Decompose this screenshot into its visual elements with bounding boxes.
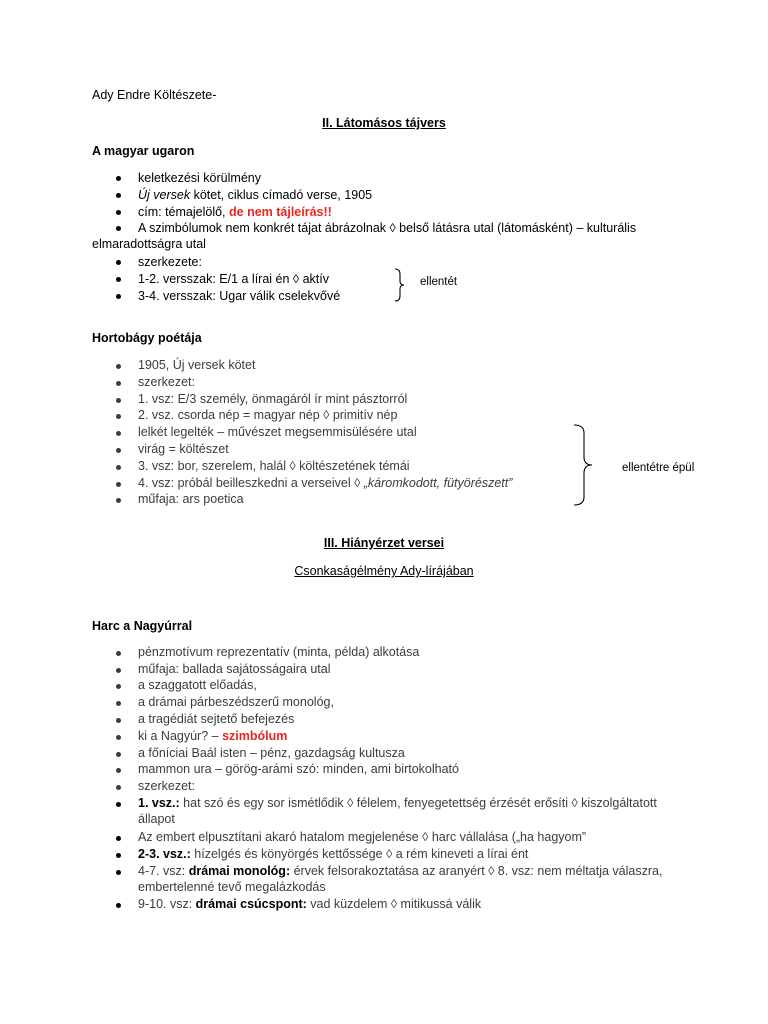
list-item: szerkezet:	[138, 779, 195, 793]
list-item: a szaggatott előadás,	[138, 678, 257, 692]
list-item: 1. vsz: E/3 személy, önmagáról ír mint pásztorról	[138, 392, 408, 406]
bullet-icon	[116, 398, 121, 403]
right-brace-icon	[572, 424, 594, 506]
bracket-label-ellentet: ellentét	[420, 276, 458, 288]
bullet-icon	[116, 277, 121, 282]
bullet-icon	[116, 226, 121, 231]
bullet-icon	[116, 260, 121, 265]
list-item: a tragédiát sejtető befejezés	[138, 712, 295, 726]
bullet-icon	[116, 431, 121, 436]
document-title: Ady Endre Költészete-	[92, 88, 217, 102]
poem-heading-a-magyar-ugaron: A magyar ugaron	[92, 144, 195, 158]
section-subtitle: Csonkaságélmény Ady-lírájában	[294, 564, 474, 578]
section-title-hianyerzet-versei: III. Hiányérzet versei	[323, 536, 445, 550]
list-item: szerkezet:	[138, 375, 195, 389]
bullet-icon	[116, 785, 121, 790]
list-item-continuation: állapot	[138, 812, 175, 826]
right-brace-icon	[393, 268, 407, 302]
list-item: 1905, Új versek kötet	[138, 358, 256, 372]
list-item: 2. vsz. csorda nép = magyar nép ◊ primitív nép	[138, 408, 398, 422]
list-item-continuation: embertelenné tevő megalázkodás	[138, 880, 326, 894]
bullet-icon	[116, 210, 121, 215]
list-item: 4. vsz: próbál beilleszkedni a verseivel ◊ „káromkodott, fütyörészett”	[138, 476, 513, 490]
list-item: 9-10. vsz: drámai csúcspont: vad küzdelem ◊ mitikussá válik	[138, 897, 482, 911]
bullet-icon	[116, 668, 121, 673]
bullet-icon	[116, 701, 121, 706]
list-item: ki a Nagyúr? – szimbólum	[138, 729, 288, 743]
list-item: a főníciai Baál isten – pénz, gazdagság kultusza	[138, 746, 405, 760]
bullet-icon	[116, 718, 121, 723]
list-item: 3. vsz: bor, szerelem, halál ◊ költészetének témái	[138, 459, 410, 473]
poem-heading-harc-a-nagyurral: Harc a Nagyúrral	[92, 619, 193, 633]
list-item: pénzmotívum reprezentatív (minta, példa) alkotása	[138, 645, 420, 659]
bullet-icon	[116, 651, 121, 656]
bullet-icon	[116, 294, 121, 299]
bullet-icon	[116, 870, 121, 875]
bullet-icon	[116, 465, 121, 470]
bullet-icon	[116, 903, 121, 908]
bullet-icon	[116, 768, 121, 773]
bullet-icon	[116, 176, 121, 181]
list-item: műfaja: ballada sajátosságaira utal	[138, 662, 331, 676]
poem-heading-hortobagy-poetaja: Hortobágy poétája	[92, 331, 202, 345]
list-item: Új versek kötet, ciklus címadó verse, 1905	[138, 188, 373, 202]
bullet-icon	[116, 381, 121, 386]
list-item: lelkét legelték – művészet megsemmisülésére utal	[138, 425, 417, 439]
bullet-icon	[116, 482, 121, 487]
list-item: mammon ura – görög-arámi szó: minden, ami birtokolható	[138, 762, 459, 776]
list-item: A szimbólumok nem konkrét tájat ábrázolnak ◊ belső látásra utal (látomásként) – kulturális	[138, 221, 637, 235]
bullet-icon	[116, 752, 121, 757]
list-item: 2-3. vsz.: hízelgés és könyörgés kettőssége ◊ a rém kineveti a lírai ént	[138, 847, 529, 861]
list-item: a drámai párbeszédszerű monológ,	[138, 695, 334, 709]
bullet-icon	[116, 448, 121, 453]
bullet-icon	[116, 684, 121, 689]
list-item: Az embert elpusztítani akaró hatalom megjelenése ◊ harc vállalása („ha hagyom”	[138, 830, 587, 844]
section-title-latomasos-tajvers: II. Látomásos tájvers	[322, 116, 446, 130]
list-item: 3-4. versszak: Ugar válik cselekvővé	[138, 289, 341, 303]
bullet-icon	[116, 414, 121, 419]
bullet-icon	[116, 364, 121, 369]
list-item: szerkezete:	[138, 255, 202, 269]
bullet-icon	[116, 802, 121, 807]
list-item-continuation: elmaradottságra utal	[92, 237, 206, 251]
bullet-icon	[116, 853, 121, 858]
list-item: cím: témajelölő, de nem tájleírás!!	[138, 205, 332, 219]
bullet-icon	[116, 735, 121, 740]
list-item: 1-2. versszak: E/1 a lírai én ◊ aktív	[138, 272, 329, 286]
bracket-label-ellentetre-epul: ellentétre épül	[622, 462, 695, 474]
list-item: virág = költészet	[138, 442, 229, 456]
bullet-icon	[116, 193, 121, 198]
list-item: keletkezési körülmény	[138, 171, 261, 185]
bullet-icon	[116, 498, 121, 503]
list-item: műfaja: ars poetica	[138, 492, 244, 506]
list-item: 1. vsz.: hat szó és egy sor ismétlődik ◊ félelem, fenyegetettség érzését erősíti ◊ kiszolgáltatott	[138, 796, 657, 810]
bullet-icon	[116, 836, 121, 841]
list-item: 4-7. vsz: drámai monológ: érvek felsorakoztatása az aranyért ◊ 8. vsz: nem méltatja válaszra,	[138, 864, 663, 878]
